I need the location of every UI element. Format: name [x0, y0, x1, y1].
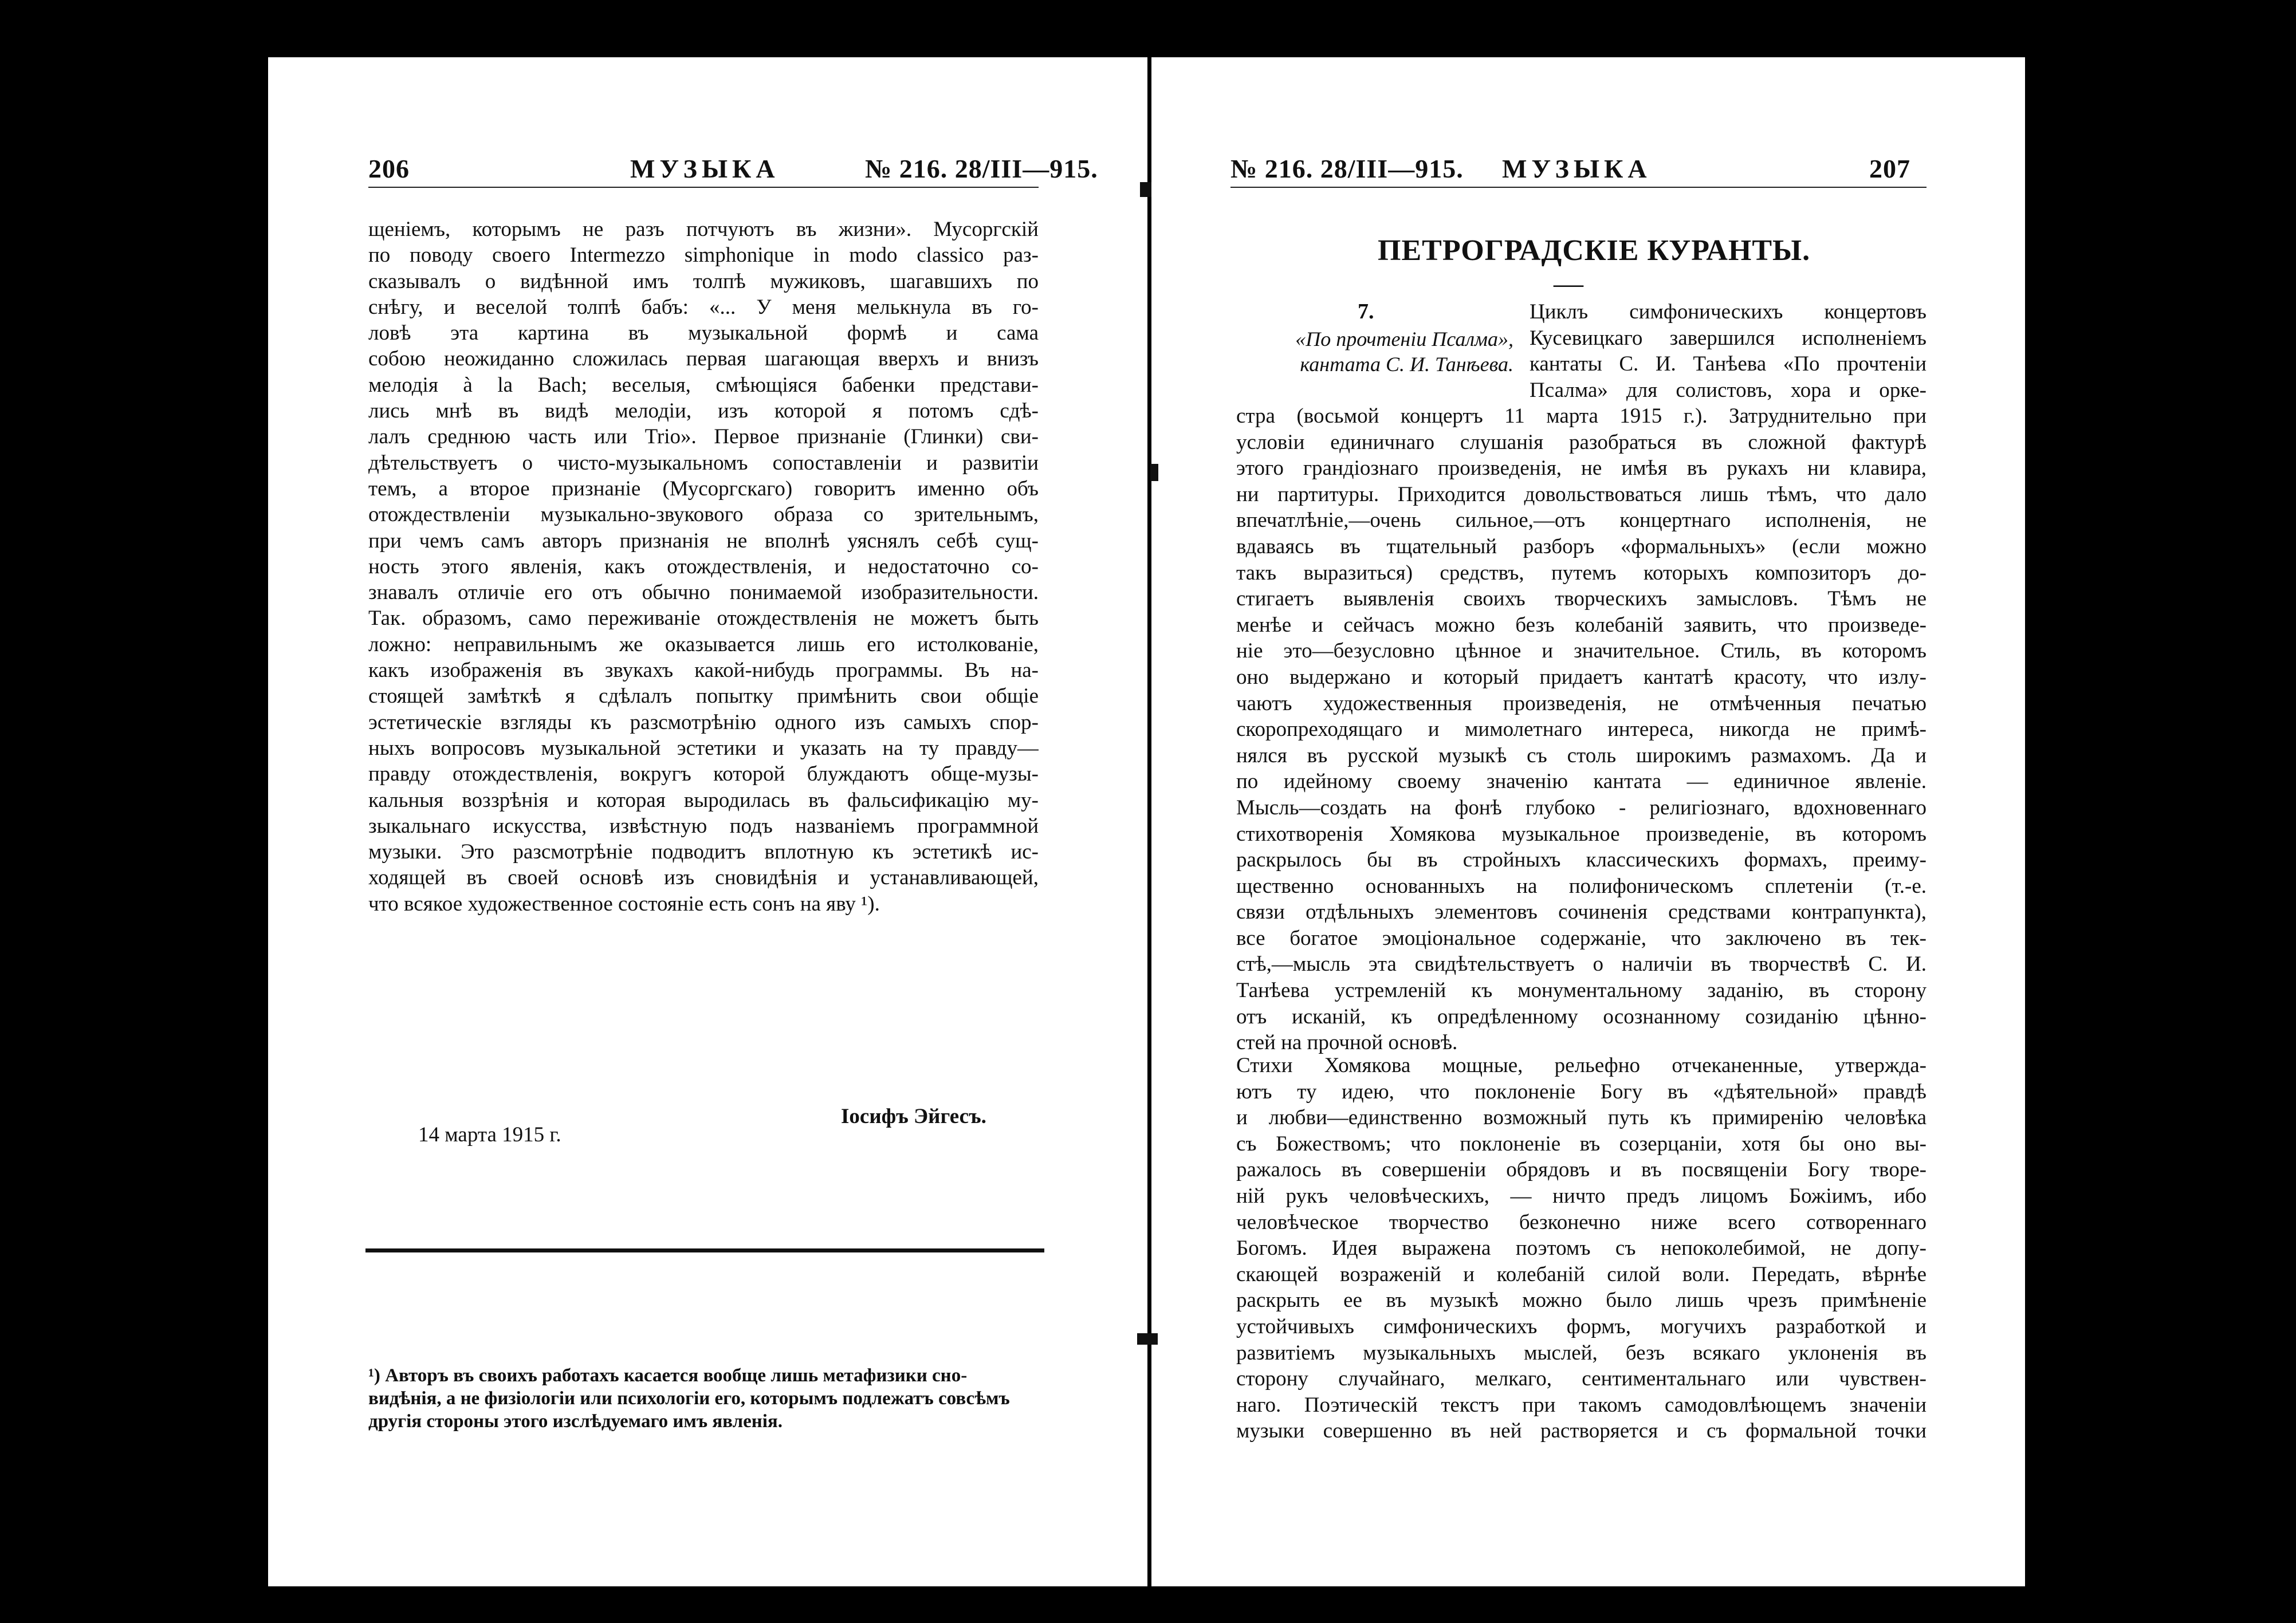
item-number: 7. — [1358, 300, 1374, 324]
scan-mark — [1137, 1333, 1158, 1345]
text-line: наго. Поэтическій текстъ при такомъ самодовлѣющемъ значеніи — [1236, 1393, 1927, 1417]
text-line: Мысль—создать на фонѣ глубоко - религіознаго, вдохновеннаго — [1236, 795, 1927, 820]
footnote — [368, 1364, 1039, 1433]
book-gutter — [1147, 57, 1151, 1586]
text-line: устойчивыхъ симфоническихъ формъ, могучихъ разработкой и — [1236, 1314, 1927, 1338]
text-line: развитіемъ музыкальныхъ мыслей, безъ всякаго уклоненія въ — [1236, 1341, 1927, 1365]
scan-border-left — [0, 0, 268, 1623]
text-line: нялся въ русской музыкѣ съ столь широкимъ размахомъ. Да и — [1236, 743, 1927, 767]
text-line: Танѣева устремленій къ монументальному заданію, въ сторону — [1236, 979, 1927, 1003]
left-header-rule — [368, 187, 1039, 188]
text-line: Стихи Хомякова мощные, рельефно отчеканенные, утвержда- — [1236, 1054, 1927, 1077]
text-line: кальныя воззрѣнія и которая выродилась въ фальсификацію му- — [368, 788, 1039, 812]
text-line: по идейному своему значенію кантата — единичное явленіе. — [1236, 770, 1927, 794]
intro-text — [1530, 299, 1927, 403]
left-page-number: 206 — [368, 154, 410, 183]
text-line: зыкальнаго искусства, извѣстную подъ названіемъ программной — [368, 814, 1039, 838]
text-line: съ Божествомъ; что поклоненіе въ созерцаніи, хотя бы оно вы- — [1236, 1132, 1927, 1156]
text-line: стоящей замѣткѣ я сдѣлалъ попытку примѣнить свои общіе — [368, 684, 1039, 708]
text-line: стра (восьмой концертъ 11 марта 1915 г.). Затруднительно при — [1236, 404, 1927, 428]
text-line: оно выдержано и который придаетъ кантатѣ красоту, что излу- — [1236, 665, 1927, 689]
scan-border-bottom — [0, 1586, 2296, 1623]
right-header-rule — [1230, 187, 1927, 188]
text-line: эстетическіе взгляды къ разсмотрѣнію одного изъ самыхъ спор- — [368, 710, 1039, 734]
footnote-line: другія стороны этого изслѣдуемаго имъ явленія. — [368, 1411, 783, 1432]
text-line: мелодія à la Bach; веселыя, смѣющіяся бабенки представи- — [368, 373, 1039, 397]
text-line: музыки. Это разсмотрѣніе подводитъ вплотную къ эстетикѣ ис- — [368, 840, 1039, 864]
text-line: впечатлѣніе,—очень сильное,—отъ концертнаго исполненія, не — [1236, 509, 1927, 533]
footnote-line: ¹) Авторъ въ своихъ работахъ касается вообще лишь метафизики сно- — [368, 1365, 968, 1386]
text-line: что всякое художественное состояніе есть сонъ на яву ¹). — [368, 892, 880, 916]
text-line: ютъ ту идею, что поклоненіе Богу въ «дѣятельной» правдѣ — [1236, 1080, 1927, 1104]
text-line: скающей возраженій и колебаній силой воли. Передать, вѣрнѣе — [1236, 1262, 1927, 1286]
text-line: раскрыть ее въ музыкѣ можно было лишь чрезъ примѣненіе — [1236, 1289, 1927, 1313]
right-body-text-2 — [1236, 1053, 1927, 1444]
section-title: ПЕТРОГРАДСКІЕ КУРАНТЫ. — [1378, 234, 1811, 267]
left-journal-title: МУЗЫКА — [630, 154, 780, 183]
left-issue: № 216. 28/III—915. — [865, 154, 1098, 183]
text-line: снѣгу, и веселой толпѣ бабъ: «... У меня мелькнула въ го- — [368, 295, 1039, 319]
right-body-text — [1236, 403, 1927, 1056]
text-line: темъ, а второе признаніе (Мусоргскаго) говоритъ именно объ — [368, 476, 1039, 501]
author-signature: Іосифъ Эйгесъ. — [841, 1105, 986, 1128]
right-journal-title: МУЗЫКА — [1502, 154, 1652, 183]
text-line: лалъ среднюю часть или Trio». Первое признаніе (Глинки) сви- — [368, 425, 1039, 449]
text-line: знавалъ отличіе его отъ обычно понимаемой изобразительности. — [368, 581, 1039, 605]
text-line: чаютъ художественныя произведенія, не отмѣченныя печатью — [1236, 691, 1927, 715]
text-line: ни партитуры. Приходится довольствоваться лишь тѣмъ, что дало — [1236, 482, 1927, 506]
footnote-rule — [365, 1248, 1044, 1252]
text-line: вдаваясь въ тщательный разборъ «формальныхъ» (если можно — [1236, 534, 1927, 558]
text-line: этого грандіознаго произведенія, не имѣя въ рукахъ ни клавира, — [1236, 456, 1927, 480]
text-line: при чемъ самъ авторъ признанія не вполнѣ уяснялъ себѣ сущ- — [368, 529, 1039, 553]
text-line: скоропреходящаго и мимолетнаго интереса, никогда не примѣ- — [1236, 718, 1927, 742]
text-line: стихотворенія Хомякова музыкальное произведеніе, въ которомъ — [1236, 822, 1927, 846]
text-line: стигаетъ выявленія своихъ творческихъ замысловъ. Тѣмъ не — [1236, 587, 1927, 611]
text-line: такъ выразиться) средствъ, путемъ которыхъ композиторъ до- — [1236, 561, 1927, 585]
margin-note-line: «По прочтеніи Псалма», — [1295, 328, 1513, 350]
text-line: человѣческое творчество безконечно ниже всего сотвореннаго — [1236, 1210, 1927, 1234]
text-line: собою неожиданно сложилась первая шагающая вверхъ и внизъ — [368, 347, 1039, 371]
text-line: менѣе и сейчасъ можно безъ колебаній заявить, что произведе- — [1236, 613, 1927, 637]
text-line: связи отдѣльныхъ элементовъ сочиненія средствами контрапункта), — [1236, 900, 1927, 924]
text-line: правду отождествленія, вокругъ которой блуждаютъ обще-музы- — [368, 762, 1039, 786]
scan-mark — [1140, 182, 1151, 197]
text-line: ность этого явленія, какъ отождествленія, и недостаточно со- — [368, 554, 1039, 578]
text-line: отъ исканій, къ опредѣленному осознанному созиданію цѣнно- — [1236, 1004, 1927, 1029]
text-line: ловѣ эта картина въ музыкальной формѣ и сама — [368, 321, 1039, 345]
text-line: ражалось въ совершеніи обрядовъ и въ посвященіи Богу творе- — [1236, 1158, 1927, 1182]
text-line: условіи единичнаго слушанія разобраться въ сложной фактурѣ — [1236, 430, 1927, 454]
text-line: лись мнѣ въ видѣ мелодіи, изъ которой я потомъ сдѣ- — [368, 399, 1039, 423]
text-line: Так. образомъ, само переживаніе отождествленія не можетъ быть — [368, 606, 1039, 631]
text-line: все богатое эмоціональное содержаніе, что заключено въ тек- — [1236, 926, 1927, 950]
text-line: щественно основанныхъ на полифоническомъ сплетеніи (т.-е. — [1236, 874, 1927, 898]
scan-border-top — [0, 0, 2296, 57]
text-line: отождествленіи музыкально-звукового образа со зрительнымъ, — [368, 503, 1039, 527]
margin-note — [1186, 326, 1513, 377]
text-line: Циклъ симфоническихъ концертовъ — [1530, 300, 1927, 324]
text-line: и любви—единственно возможный путь къ примиренію человѣка — [1236, 1106, 1927, 1130]
text-line: по поводу своего Intermezzo simphonique in modo classico раз- — [368, 243, 1039, 267]
section-dash: — — [1554, 267, 1584, 300]
margin-note-line: кантата С. И. Танѣева. — [1300, 353, 1513, 376]
text-line: музыки совершенно въ ней растворяется и съ формальной точки — [1236, 1419, 1927, 1443]
scan-border-right — [2025, 0, 2296, 1623]
left-body-text — [368, 216, 1039, 917]
right-page — [1151, 57, 2025, 1586]
text-line: Богомъ. Идея выражена поэтомъ съ непоколебимой, не допу- — [1236, 1236, 1927, 1260]
scan-mark — [1150, 464, 1158, 481]
text-line: Кусевицкаго завершился исполненіемъ — [1530, 326, 1927, 350]
article-date: 14 марта 1915 г. — [418, 1123, 561, 1147]
footnote-line: видѣнія, а не физіологіи или психологіи его, которымъ подлежатъ совсѣмъ — [368, 1388, 1010, 1409]
text-line: стѣ,—мысль эта свидѣтельствуетъ о наличіи въ творчествѣ С. И. — [1236, 952, 1927, 976]
text-line: сторону случайнаго, мелкаго, сентиментальнаго или чувствен- — [1236, 1367, 1927, 1391]
text-line: какъ изображенія въ звукахъ какой-нибудь программы. Въ на- — [368, 659, 1039, 683]
text-line: ній рукъ человѣческихъ, — ничто предъ лицомъ Божіимъ, ибо — [1236, 1184, 1927, 1208]
text-line: ніе это—безусловно цѣнное и значительное. Стиль, въ которомъ — [1236, 639, 1927, 663]
text-line: ныхъ вопросовъ музыкальной эстетики и указать на ту правду— — [368, 736, 1039, 760]
text-line: ложно: неправильнымъ же оказывается лишь его истолкованіе, — [368, 632, 1039, 656]
text-line: раскрылось бы въ стройныхъ классическихъ формахъ, преиму- — [1236, 848, 1927, 872]
right-page-number: 207 — [1869, 154, 1910, 183]
left-page — [268, 57, 1147, 1586]
text-line: дѣтельствуетъ о чисто-музыкальномъ сопоставленіи и развитіи — [368, 451, 1039, 475]
text-line: ходящей въ своей основѣ изъ сновидѣнія и устанавливающей, — [368, 866, 1039, 890]
text-line: Псалма» для солистовъ, хора и орке- — [1530, 378, 1927, 402]
text-line: сказывалъ о видѣнной имъ толпѣ мужиковъ, шагавшихъ по — [368, 269, 1039, 293]
text-line: кантаты С. И. Танѣева «По прочтеніи — [1530, 352, 1927, 376]
text-line: стей на прочной основѣ. — [1236, 1031, 1458, 1055]
text-line: щеніемъ, которымъ не разъ потчуютъ въ жизни». Мусоргскій — [368, 218, 1039, 241]
right-issue: № 216. 28/III—915. — [1230, 154, 1464, 183]
